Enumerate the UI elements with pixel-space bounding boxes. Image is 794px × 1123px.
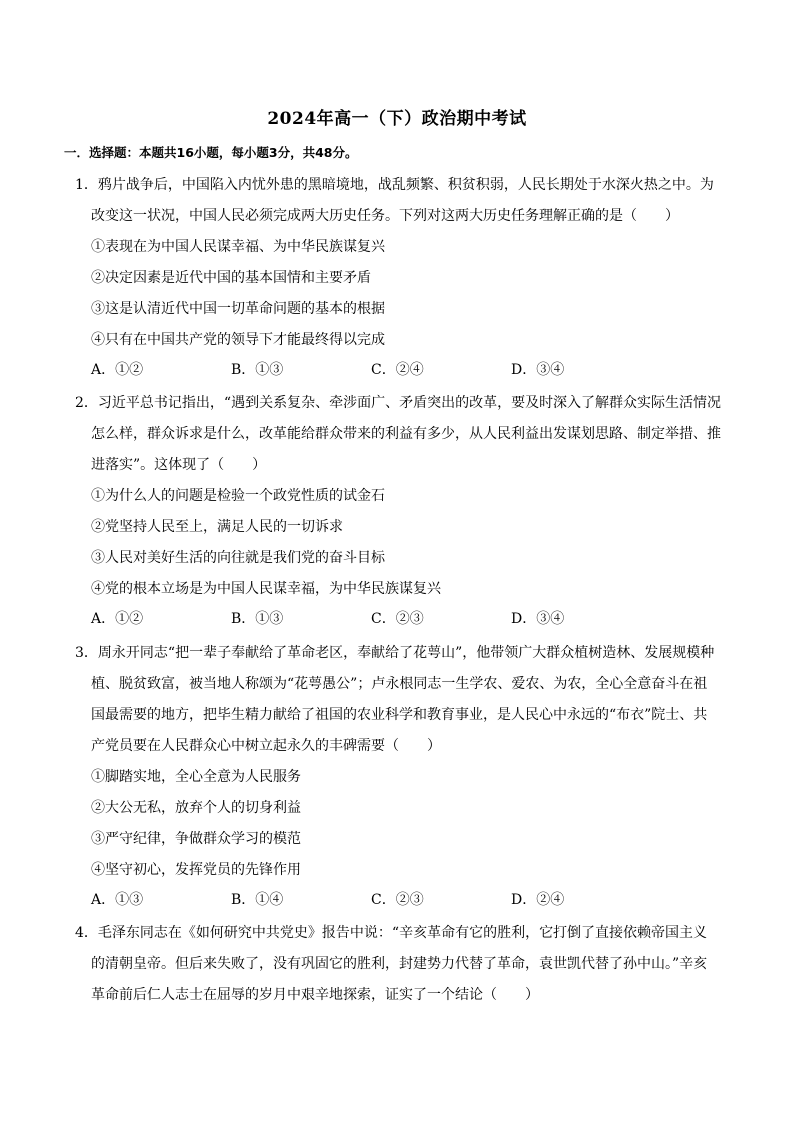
choice-a: A．①②	[91, 362, 144, 378]
question-1-line-1: 1．鸦片战争后，中国陷入内忧外患的黑暗境地，战乱频繁、积贫积弱，人民长期处于水深火热之中。为	[75, 177, 714, 193]
choice-a: A．①③	[91, 892, 144, 908]
choice-d: D．③④	[511, 611, 565, 627]
question-1-option-1: ①表现在为中国人民谋幸福、为中华民族谋复兴	[91, 239, 385, 255]
question-4-line-2: 的清朝皇帝。但后来失败了，没有巩固它的胜利，封建势力代替了革命，袁世凯代替了孙中山。”辛亥	[91, 956, 708, 972]
question-4-line-3: 革命前后仁人志士在屈辱的岁月中艰辛地探索，证实了一个结论（ ）	[91, 987, 539, 1003]
question-4-line-1: 4．毛泽东同志在《如何研究中共党史》报告中说：“辛亥革命有它的胜利，它打倒了直接依赖帝国主义	[75, 925, 708, 941]
question-1-option-4: ④只有在中国共产党的领导下才能最终得以完成	[91, 332, 385, 348]
question-3-line-1: 3．周永开同志“把一辈子奉献给了革命老区，奉献给了花萼山”，他带领广大群众植树造林、发展规模种	[75, 645, 715, 661]
question-3-option-1: ①脚踏实地，全心全意为人民服务	[91, 769, 301, 785]
question-2-option-1: ①为什么人的问题是检验一个政党性质的试金石	[91, 488, 385, 504]
question-3-option-2: ②大公无私，放弃个人的切身利益	[91, 800, 301, 816]
question-1-option-3: ③这是认清近代中国一切革命问题的基本的根据	[91, 301, 385, 317]
question-1-line-2: 改变这一状况，中国人民必须完成两大历史任务。下列对这两大历史任务理解正确的是（ ）	[91, 208, 679, 224]
question-3-line-4: 产党员要在人民群众心中树立起永久的丰碑需要（ ）	[91, 738, 441, 754]
choice-b: B．①④	[231, 892, 284, 908]
page-title: 2024年高一（下）政治期中考试	[267, 109, 527, 129]
question-2-option-4: ④党的根本立场是为中国人民谋幸福，为中华民族谋复兴	[91, 581, 441, 597]
choice-b: B．①③	[231, 362, 284, 378]
choice-c: C．②③	[371, 892, 424, 908]
question-3-line-3: 国最需要的地方，把毕生精力献给了祖国的农业科学和教育事业，是人民心中永远的“布衣”院士、共	[91, 707, 708, 723]
section-heading: 一．选择题：本题共16小题，每小题3分，共48分。	[64, 145, 358, 160]
question-1-option-2: ②决定因素是近代中国的基本国情和主要矛盾	[91, 270, 371, 286]
question-2-line-1: 2．习近平总书记指出，“遇到关系复杂、牵涉面广、矛盾突出的改革，要及时深入了解群众实际生活情况	[75, 395, 722, 411]
choice-d: D．③④	[511, 362, 565, 378]
question-3-option-4: ④坚守初心，发挥党员的先锋作用	[91, 862, 301, 878]
question-3-line-2: 植、脱贫致富，被当地人称颂为“花萼愚公”；卢永根同志一生学农、爱农、为农，全心全意奋斗在祖	[91, 676, 708, 692]
question-2-option-3: ③人民对美好生活的向往就是我们党的奋斗目标	[91, 550, 385, 566]
question-3-option-3: ③严守纪律，争做群众学习的模范	[91, 831, 301, 847]
choice-c: C．②③	[371, 611, 424, 627]
choice-d: D．②④	[511, 892, 565, 908]
choice-a: A．①②	[91, 611, 144, 627]
choice-c: C．②④	[371, 362, 424, 378]
question-2-option-2: ②党坚持人民至上，满足人民的一切诉求	[91, 519, 343, 535]
question-2-line-3: 进落实”。这体现了（ ）	[91, 457, 267, 473]
question-2-line-2: 怎么样，群众诉求是什么，改革能给群众带来的利益有多少，从人民利益出发谋划思路、制定举措、推	[91, 426, 721, 442]
choice-b: B．①③	[231, 611, 284, 627]
